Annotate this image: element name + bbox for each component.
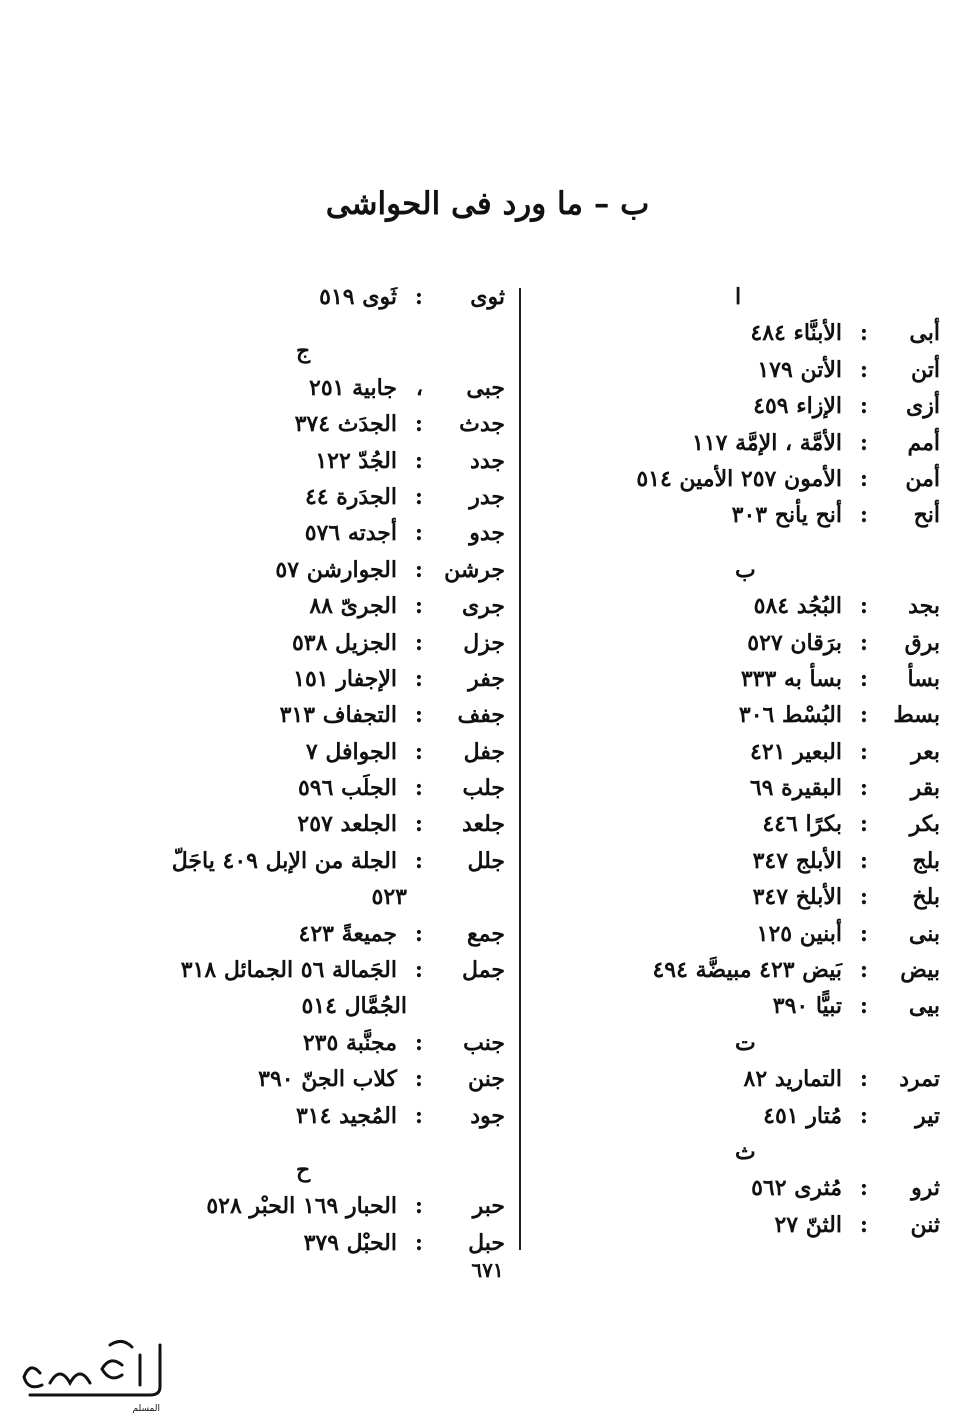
section-gap xyxy=(110,320,505,338)
entry-separator: : xyxy=(414,556,423,583)
section-gap xyxy=(110,1139,505,1157)
index-entry xyxy=(540,775,940,811)
index-entry xyxy=(540,1212,940,1248)
index-entry xyxy=(540,884,940,920)
entry-root: جرشن xyxy=(444,556,505,583)
entry-root: بيى xyxy=(908,993,940,1020)
index-entry xyxy=(110,520,505,556)
entry-root: جفل xyxy=(463,738,505,765)
entry-root: جنب xyxy=(463,1029,505,1056)
index-entry xyxy=(110,411,505,447)
section-letter: ب xyxy=(735,556,756,583)
entry-separator: : xyxy=(859,665,868,692)
entry-separator: : xyxy=(859,1102,868,1129)
entry-separator: : xyxy=(414,665,423,692)
entry-text: أنح يأنح ٣٠٣ xyxy=(731,502,842,529)
entry-root: بسأ xyxy=(907,665,940,692)
entry-text: الثنّ ٢٧ xyxy=(774,1211,842,1238)
entry-text: الجلة من الإبل ٤٠٩ ياجَلّ xyxy=(171,847,397,874)
entry-root: جدر xyxy=(469,483,505,510)
entry-root: جفف xyxy=(457,702,505,729)
entry-root: حبر xyxy=(472,1193,505,1220)
entry-text: البعير ٤٢١ xyxy=(750,738,842,765)
index-entry xyxy=(110,775,505,811)
entry-root: بجد xyxy=(908,593,940,620)
entry-root: أمم xyxy=(907,429,940,456)
entry-text: الأتن ١٧٩ xyxy=(757,356,842,383)
entry-text: البقيرة ٦٩ xyxy=(749,775,842,802)
entry-root: بلخ xyxy=(912,884,940,911)
entry-root: أزى xyxy=(906,393,940,420)
entry-separator: : xyxy=(414,629,423,656)
entry-text: أجدته ٥٧٦ xyxy=(304,520,397,547)
entry-separator: : xyxy=(414,1102,423,1129)
entry-text: الأمون ٢٥٧ الأمين ٥١٤ xyxy=(636,465,842,492)
section-letter: ا xyxy=(735,284,742,310)
entry-root: تير xyxy=(915,1102,940,1129)
index-entry xyxy=(540,593,940,629)
entry-text: مُثرى ٥٦٢ xyxy=(751,1175,842,1202)
entry-root: تمرد xyxy=(899,1066,940,1093)
entry-text: كلاب الجنّ ٣٩٠ xyxy=(258,1066,397,1093)
entry-text: تبيًّا ٣٩٠ xyxy=(772,993,842,1020)
entry-text: برَقان ٥٢٧ xyxy=(747,629,842,656)
entry-text: ٥٢٣ xyxy=(371,884,407,911)
entry-root: بيض xyxy=(900,957,940,984)
index-entry xyxy=(110,630,505,666)
entry-root: ثنن xyxy=(910,1211,940,1238)
entry-text: الجدَرة ٤٤ xyxy=(304,483,397,510)
index-entry xyxy=(540,502,940,538)
entry-separator: : xyxy=(414,411,423,438)
entry-separator: : xyxy=(414,1229,423,1256)
entry-separator: : xyxy=(859,811,868,838)
entry-text: الجدَث ٣٧٤ xyxy=(294,411,397,438)
right-column xyxy=(540,284,940,1248)
index-entry xyxy=(110,484,505,520)
index-entry xyxy=(540,739,940,775)
index-entry xyxy=(110,1066,505,1102)
index-entry xyxy=(110,957,505,993)
entry-separator: : xyxy=(414,775,423,802)
index-entry xyxy=(540,630,940,666)
index-entry-continuation xyxy=(110,993,505,1029)
entry-root: بكر xyxy=(909,811,940,838)
entry-root: جلل xyxy=(467,847,505,874)
entry-root: ثوى xyxy=(470,284,505,310)
entry-text: الجُدّ ١٢٢ xyxy=(315,447,397,474)
entry-separator: : xyxy=(414,738,423,765)
entry-text: التجفاف ٣١٣ xyxy=(279,702,397,729)
entry-root: بعر xyxy=(911,738,940,765)
entry-text: الأبلج ٣٤٧ xyxy=(752,847,842,874)
entry-text: أبنين ١٢٥ xyxy=(756,920,842,947)
entry-text: بكرًا ٤٤٦ xyxy=(762,811,842,838)
entry-text: الإزاء ٤٥٩ xyxy=(753,393,842,420)
entry-text: الجُمَّال ٥١٤ xyxy=(301,993,407,1020)
entry-root: بلج xyxy=(912,847,940,874)
entry-separator: : xyxy=(859,429,868,456)
entry-root: جنن xyxy=(468,1066,505,1093)
entry-separator: ، xyxy=(415,374,423,401)
index-entry xyxy=(110,1030,505,1066)
entry-separator: : xyxy=(414,593,423,620)
entry-root: جرى xyxy=(462,593,505,620)
entry-text: جميعةً ٤٢٣ xyxy=(298,920,397,947)
index-entry xyxy=(110,1193,505,1229)
entry-separator: : xyxy=(859,847,868,874)
entry-text: الحبْل ٣٧٩ xyxy=(303,1229,397,1256)
entry-separator: : xyxy=(859,393,868,420)
entry-root: بقر xyxy=(910,775,940,802)
entry-root: جفر xyxy=(468,665,505,692)
entry-root: جود xyxy=(470,1102,505,1129)
entry-root: برق xyxy=(904,629,940,656)
entry-text: الأبنَّاء ٤٨٤ xyxy=(750,320,842,347)
entry-root: جزل xyxy=(463,629,505,656)
entry-text: الجوافل ٧ xyxy=(305,738,397,765)
entry-separator: : xyxy=(414,702,423,729)
entry-root: أتن xyxy=(911,356,940,383)
column-divider xyxy=(519,288,521,1250)
section-letter: ج xyxy=(296,338,311,365)
index-entry xyxy=(110,448,505,484)
index-entry xyxy=(110,666,505,702)
entry-separator: : xyxy=(414,811,423,838)
entry-root: جدث xyxy=(459,411,505,438)
index-entry xyxy=(540,666,940,702)
entry-separator: : xyxy=(859,593,868,620)
entry-root: جلب xyxy=(462,775,505,802)
index-entry xyxy=(110,1103,505,1139)
entry-root: جبى xyxy=(466,374,505,401)
entry-separator: : xyxy=(414,447,423,474)
index-entry xyxy=(110,284,505,320)
library-logo xyxy=(10,1325,170,1415)
index-entry xyxy=(540,921,940,957)
entry-text: الجلَب ٥٩٦ xyxy=(297,775,397,802)
entry-text: الإجفار ١٥١ xyxy=(293,665,397,692)
entry-separator: : xyxy=(859,465,868,492)
index-entry xyxy=(540,320,940,356)
entry-separator: : xyxy=(859,320,868,347)
section-letter: ح xyxy=(296,1156,311,1183)
index-entry xyxy=(110,811,505,847)
index-entry xyxy=(110,848,505,884)
entry-separator: : xyxy=(414,847,423,874)
entry-text: الأمَّة ، الإمَّة ١١٧ xyxy=(691,429,842,456)
page-number: ٦٧١ xyxy=(471,1258,504,1282)
entry-separator: : xyxy=(414,1066,423,1093)
entry-separator: : xyxy=(859,993,868,1020)
entry-root: جلعد xyxy=(461,811,505,838)
entry-root: ثرو xyxy=(911,1175,940,1202)
entry-separator: : xyxy=(859,738,868,765)
entry-separator: : xyxy=(414,1193,423,1220)
entry-separator: : xyxy=(859,702,868,729)
section-gap xyxy=(540,539,940,557)
index-entry xyxy=(540,993,940,1029)
entry-text: البُسْط ٣٠٦ xyxy=(738,702,842,729)
entry-text: الحبار ١٦٩ الحبْر ٥٢٨ xyxy=(206,1193,397,1220)
index-entry-continuation xyxy=(110,884,505,920)
left-column xyxy=(110,284,505,1266)
entry-text: الجوارشن ٥٧ xyxy=(275,556,397,583)
entry-separator: : xyxy=(414,1029,423,1056)
index-entry xyxy=(540,1175,940,1211)
index-entry xyxy=(110,593,505,629)
index-entry xyxy=(540,848,940,884)
index-entry xyxy=(110,921,505,957)
entry-text: البُجُد ٥٨٤ xyxy=(753,593,842,620)
entry-separator: : xyxy=(859,775,868,802)
index-entry xyxy=(110,557,505,593)
index-entry xyxy=(540,1103,940,1139)
entry-separator: : xyxy=(859,1211,868,1238)
entry-separator: : xyxy=(859,502,868,529)
index-entry xyxy=(540,357,940,393)
entry-root: أبى xyxy=(909,320,940,347)
entry-separator: : xyxy=(414,957,423,984)
entry-text: المُجيد ٣١٤ xyxy=(295,1102,397,1129)
entry-separator: : xyxy=(414,483,423,510)
index-entry xyxy=(110,739,505,775)
entry-root: جمع xyxy=(466,920,505,947)
section-letter: ث xyxy=(735,1138,756,1165)
index-entry xyxy=(540,466,940,502)
section-letter: ت xyxy=(735,1029,756,1056)
entry-text: الجلعد ٢٥٧ xyxy=(297,811,397,838)
entry-separator: : xyxy=(859,356,868,383)
index-entry xyxy=(540,957,940,993)
entry-separator: : xyxy=(414,920,423,947)
entry-text: التماريد ٨٢ xyxy=(743,1066,842,1093)
index-entry xyxy=(540,1066,940,1102)
index-entry xyxy=(540,811,940,847)
entry-text: ثَوى ٥١٩ xyxy=(319,284,397,310)
entry-text: الأبلخ ٣٤٧ xyxy=(752,884,842,911)
entry-separator: : xyxy=(414,284,423,310)
entry-separator: : xyxy=(859,629,868,656)
entry-separator: : xyxy=(859,1175,868,1202)
index-entry xyxy=(540,393,940,429)
entry-text: بسأ به ٣٣٣ xyxy=(740,665,842,692)
index-entry xyxy=(110,375,505,411)
entry-text: مُتار ٤٥١ xyxy=(763,1102,842,1129)
entry-text: جابية ٢٥١ xyxy=(309,374,397,401)
entry-separator: : xyxy=(859,884,868,911)
entry-separator: : xyxy=(859,1066,868,1093)
index-entry xyxy=(540,430,940,466)
entry-root: جمل xyxy=(462,957,505,984)
entry-root: جدو xyxy=(469,520,505,547)
entry-separator: : xyxy=(859,957,868,984)
entry-text: مجنَّبة ٢٣٥ xyxy=(302,1029,397,1056)
entry-root: بنى xyxy=(908,920,940,947)
entry-text: الجرىّ ٨٨ xyxy=(309,593,397,620)
entry-root: حبل xyxy=(468,1229,505,1256)
entry-root: أمن xyxy=(905,465,940,492)
entry-separator: : xyxy=(859,920,868,947)
entry-text: بَيض ٤٢٣ مبيضَّة ٤٩٤ xyxy=(652,957,842,984)
index-entry xyxy=(540,702,940,738)
entry-root: جدد xyxy=(470,447,505,474)
entry-root: أنح xyxy=(913,502,940,529)
entry-text: الجَمالة ٥٦ الجمائل ٣١٨ xyxy=(180,957,397,984)
entry-root: بسط xyxy=(893,702,940,729)
entry-separator: : xyxy=(414,520,423,547)
entry-text: الجزيل ٥٣٨ xyxy=(291,629,397,656)
index-entry xyxy=(110,702,505,738)
logo-text: المسلم xyxy=(132,1404,160,1414)
page-title: ب – ما ورد فى الحواشى xyxy=(325,186,650,222)
